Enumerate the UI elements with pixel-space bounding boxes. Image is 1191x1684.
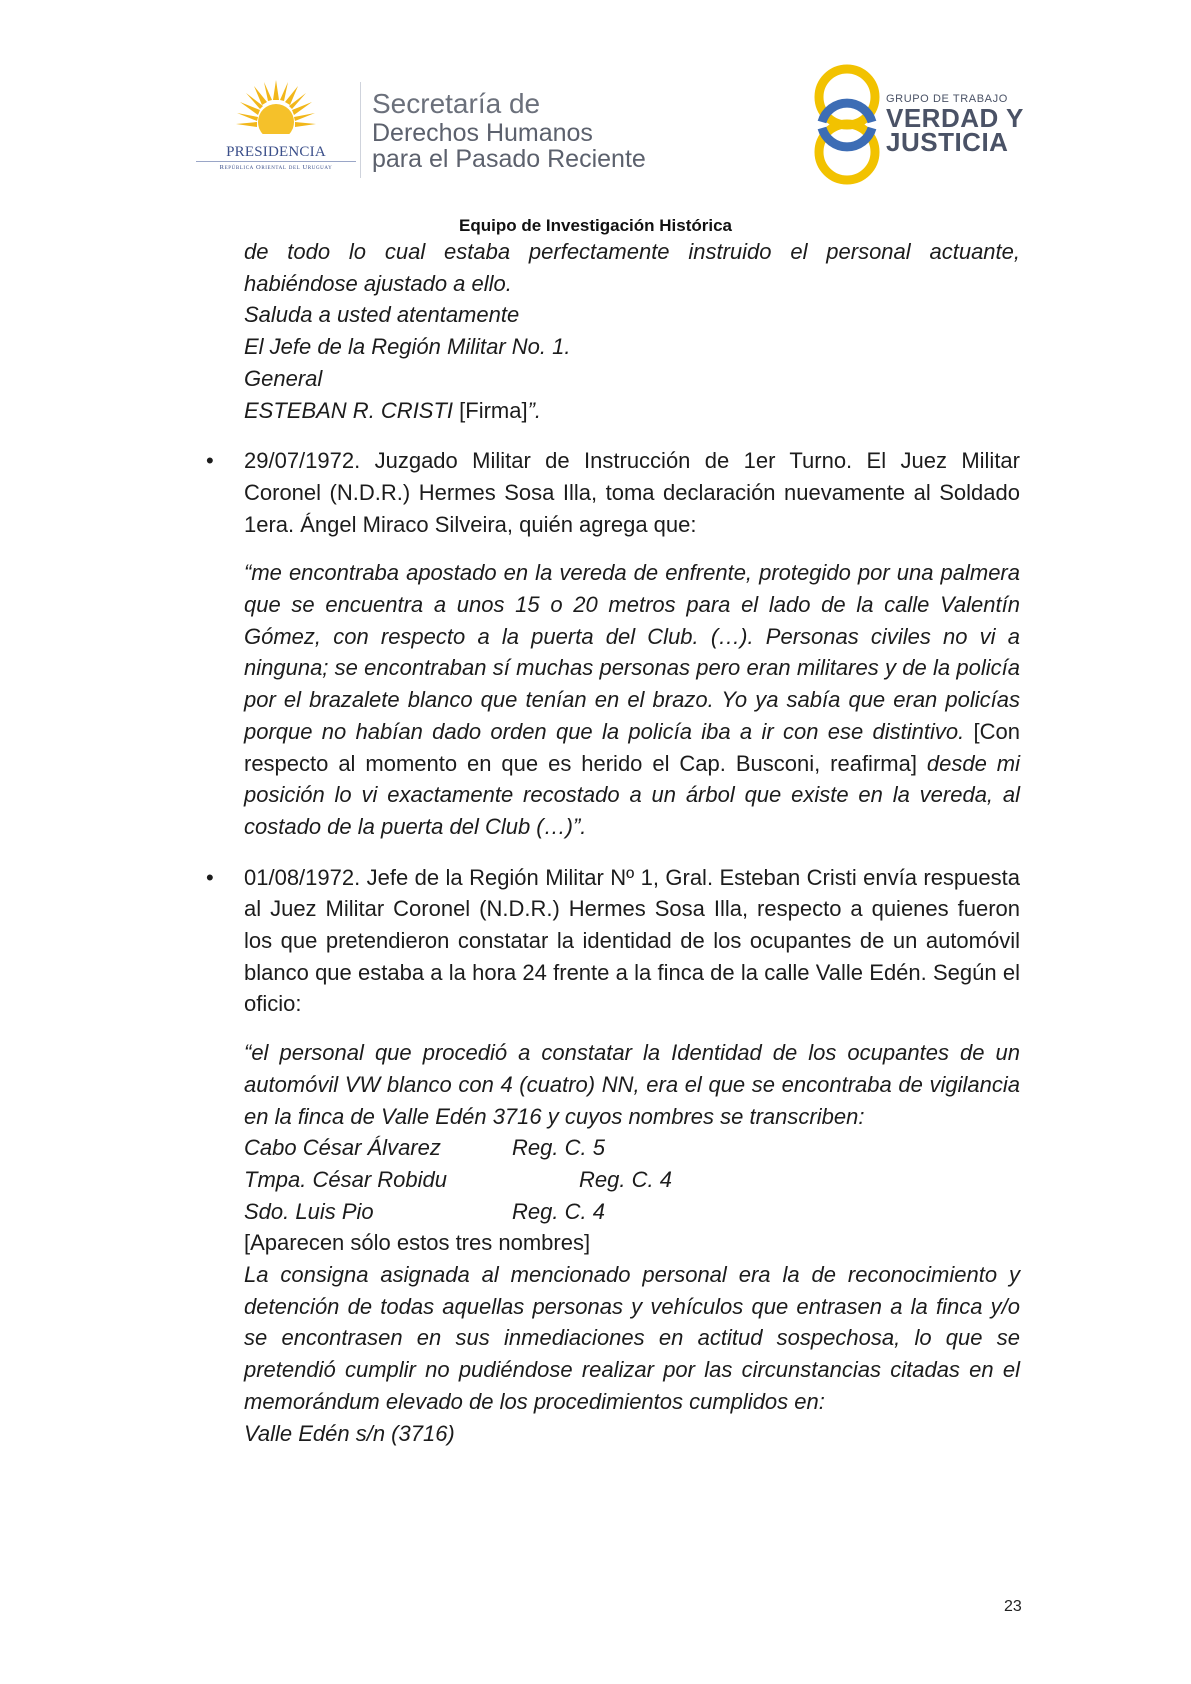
bullet-icon: • (206, 448, 214, 474)
secretaria-line-1: Secretaría de (372, 88, 541, 119)
editorial-note: [Aparecen sólo estos tres nombres] (244, 1230, 591, 1256)
letter-salutation: Saluda a usted atentamente (244, 302, 520, 328)
oficio-quote (244, 1037, 1020, 1449)
chronology-entry-2 (206, 862, 1020, 1450)
verdad-y-label: VERDAD Y (886, 103, 1024, 133)
personnel-unit: Reg. C. 4 (579, 1166, 672, 1192)
quote-body: La consigna asignada al mencionado personal era la de reconocimiento y detención de todas aquellas personas y vehículos que entrasen a la finca y/o se encontrasen en sus inmediaciones en actitud sospechosa, lo que se pretendió cumplir no pudiéndose realizar por las circunstancias citadas en el memorándum elevado de los procedimientos cumplidos en: (244, 1262, 1020, 1414)
presidencia-title: PRESIDENCIA (226, 144, 326, 160)
sun-emblem-icon (234, 78, 318, 142)
signature-note: [Firma] (453, 397, 528, 423)
personnel-row (244, 1196, 1020, 1228)
personnel-unit: Reg. C. 4 (512, 1198, 605, 1224)
quote-part-2: desde mi posición lo vi exactamente recostado a un árbol que existe en la vereda, al costado de la puerta del Club (…)”. (244, 750, 1020, 839)
team-title: Equipo de Investigación Histórica (459, 216, 732, 235)
signatory-name: ESTEBAN R. CRISTI (244, 397, 454, 423)
personnel-row (244, 1132, 1020, 1164)
rings-emblem-icon (808, 62, 886, 188)
presidencia-subtitle: República Oriental del Uruguay (219, 164, 333, 171)
page-number: 23 (1004, 1598, 1022, 1615)
quote-close: ”. (527, 397, 542, 423)
editorial-note: [Con respecto al momento en que es herido el Cap. Busconi, reafirma] (244, 718, 1020, 776)
letter-closing-paragraph: de todo lo cual estaba perfectamente instruido el personal actuante, habiéndose ajustado a ello. (244, 239, 1020, 296)
personnel-name: Tmpa. César Robidu (244, 1166, 447, 1192)
letter-signatory-rank: General (244, 365, 323, 391)
letter-signatory-role: El Jefe de la Región Militar No. 1. (244, 334, 571, 360)
personnel-unit: Reg. C. 5 (512, 1135, 605, 1161)
chronology-entry-1 (206, 445, 1020, 842)
quote-intro: “el personal que procedió a constatar la Identidad de los ocupantes de un automóvil VW blanco con 4 (cuatro) NN, era el que se encontraba de vigilancia en la finca de Valle Edén 3716 y cuyos nombres se transcriben: (244, 1040, 1020, 1129)
bullet-icon: • (206, 864, 214, 890)
personnel-name: Cabo César Álvarez (244, 1135, 441, 1161)
testimony-quote (244, 557, 1020, 842)
entry-text: 01/08/1972. Jefe de la Región Militar Nº 1, Gral. Esteban Cristi envía respuesta al Juez Militar Coronel (N.D.R.) Hermes Sosa Illa, respecto a quienes fueron los que pretendieron constatar la identidad de los ocupantes de un automóvil blanco que estaba a la hora 24 frente a la finca de la calle Valle Edén. Según el oficio: (244, 864, 1020, 1017)
presidencia-rule (196, 161, 356, 162)
secretaria-logo (372, 88, 712, 172)
letter-signatory-line (244, 395, 1020, 427)
header-divider (360, 82, 361, 178)
secretaria-line-2: Derechos Humanos (372, 119, 593, 147)
justicia-label: JUSTICIA (886, 127, 1009, 157)
quote-last-line: Valle Edén s/n (3716) (244, 1420, 455, 1446)
grupo-trabajo-text (886, 93, 1046, 157)
quote-part-1: “me encontraba apostado en la vereda de enfrente, protegido por una palmera que se encuentra a unos 15 o 20 metros para el lado de la calle Valentín Gómez, con respecto a la puerta del Club. (…). Personas civiles no vi a ninguna; se encontraban sí muchas personas pero eran militares y de la policía por el brazalete blanco que tenían en el brazo. Yo ya sabía que eran policías porque no habían dado orden que la policía iba a ir con ese distintivo. (244, 560, 1020, 744)
presidencia-logo (196, 78, 356, 178)
personnel-row (244, 1164, 1020, 1196)
personnel-name: Sdo. Luis Pio (244, 1198, 374, 1224)
entry-text: 29/07/1972. Juzgado Militar de Instrucción de 1er Turno. El Juez Militar Coronel (N.D.R.) Hermes Sosa Illa, toma declaración nuevamente al Soldado 1era. Ángel Miraco Silveira, quién agrega que: (244, 448, 1020, 537)
secretaria-line-3: para el Pasado Reciente (372, 145, 646, 173)
grupo-trabajo-label: GRUPO DE TRABAJO (886, 93, 1008, 105)
document-body (206, 236, 1020, 1449)
